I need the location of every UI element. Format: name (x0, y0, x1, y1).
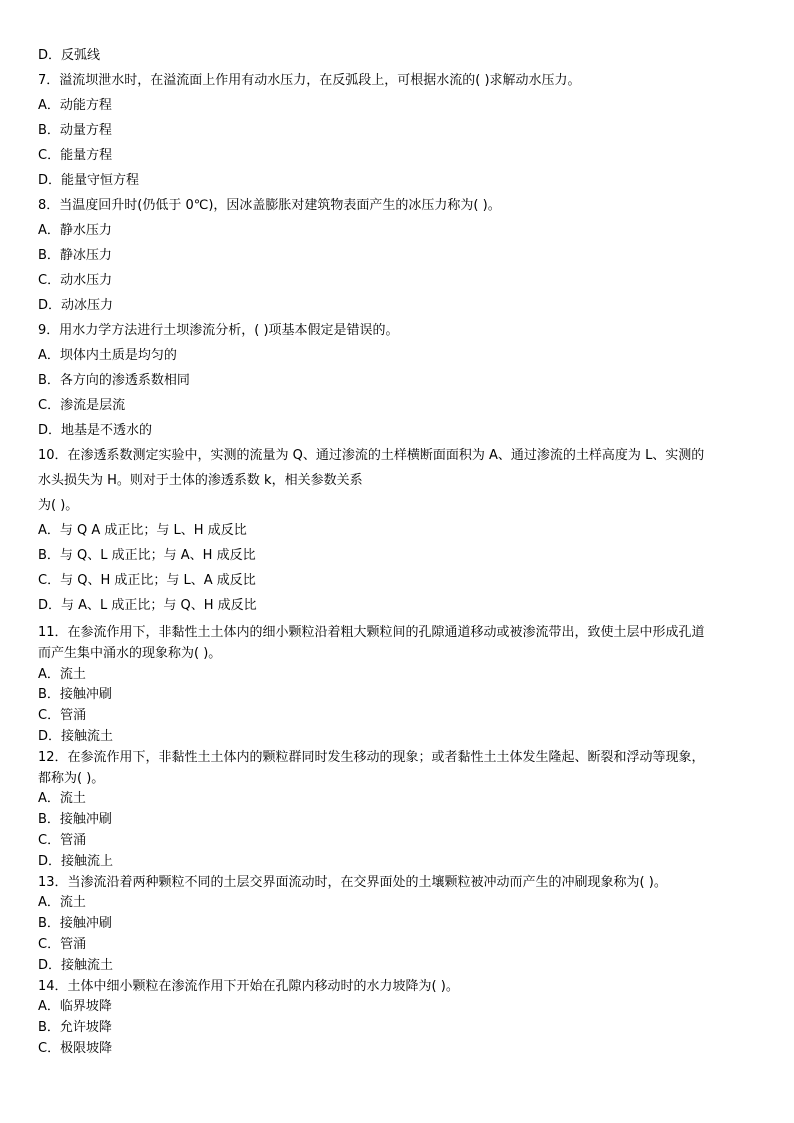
question-11-line-1: 11．在参流作用下，非黏性土土体内的细小颗粒沿着粗大颗粒间的孔隙通道移动或被渗流带出，致使土层中形成孔道 (38, 625, 705, 640)
option-b-q9: B．各方向的渗透系数相同 (38, 373, 190, 388)
option-d-q7: D．能量守恒方程 (38, 173, 140, 188)
option-a-q12: A．流土 (38, 791, 86, 807)
option-b-q11: B．接触冲刷 (38, 687, 112, 703)
section-questions-11-14 (38, 623, 760, 1060)
option-d-q11: D．接触流土 (38, 728, 114, 744)
option-c-q13: C．管涌 (38, 936, 87, 952)
option-c-q8: C．动水压力 (38, 273, 113, 288)
option-a-q13: A．流土 (38, 895, 86, 911)
option-a-q8: A．静水压力 (38, 223, 112, 238)
question-14: 14．土体中细小颗粒在渗流作用下开始在孔隙内移动时的水力坡降为( )。 (38, 978, 459, 994)
document-page (38, 43, 760, 1060)
option-d-q8: D．动冰压力 (38, 298, 114, 313)
option-d-q9: D．地基是不透水的 (38, 423, 153, 438)
question-10-line-1: 10．在渗透系数测定实验中，实测的流量为 Q、通过渗流的土样横断面面积为 A、通过渗流的土样高度为 L、实测的 (38, 448, 705, 463)
option-c-q10: C．与 Q、H 成正比；与 L、A 成反比 (38, 573, 256, 588)
option-a-q14: A．临界坡降 (38, 999, 112, 1015)
option-d-q13: D．接触流土 (38, 957, 114, 973)
question-13: 13．当渗流沿着两种颗粒不同的土层交界面流动时，在交界面处的土壤颗粒被冲动而产生的冲刷现象称为( )。 (38, 874, 667, 890)
option-a-q10: A．与 Q A 成正比；与 L、H 成反比 (38, 523, 247, 538)
question-10-line-2: 水头损失为 H。则对于土体的渗透系数 k，相关参数关系 (38, 473, 363, 488)
option-b-q8: B．静冰压力 (38, 248, 112, 263)
option-d-q10: D．与 A、L 成正比；与 Q、H 成反比 (38, 598, 257, 613)
option-b-q14: B．允许坡降 (38, 1020, 112, 1036)
option-a-q11: A．流土 (38, 666, 86, 682)
option-c-q12: C．管涌 (38, 832, 87, 848)
option-d-q12: D．接触流上 (38, 853, 114, 869)
question-11-line-2: 而产生集中涌水的现象称为( )。 (38, 645, 222, 661)
option-b-q10: B．与 Q、L 成正比；与 A、H 成反比 (38, 548, 256, 563)
option-a-q7: A．动能方程 (38, 98, 112, 113)
option-c-q7: C．能量方程 (38, 148, 113, 163)
option-c-q14: C．极限坡降 (38, 1040, 113, 1056)
question-8: 8．当温度回升时(仍低于 0℃)，因冰盖膨胀对建筑物表面产生的冰压力称为( )。 (38, 198, 501, 213)
question-12-line-2: 都称为( )。 (38, 770, 105, 786)
option-c-q11: C．管涌 (38, 708, 87, 724)
option-c-q9: C．渗流是层流 (38, 398, 126, 413)
question-7: 7．溢流坝泄水时，在溢流面上作用有动水压力，在反弧段上，可根据水流的( )求解动水压力。 (38, 73, 581, 88)
option-b-q7: B．动量方程 (38, 123, 112, 138)
option-b-q13: B．接触冲刷 (38, 916, 112, 932)
question-10-line-3: 为( )。 (38, 498, 79, 513)
option-b-q12: B．接触冲刷 (38, 812, 112, 828)
question-12-line-1: 12．在参流作用下，非黏性土土体内的颗粒群同时发生移动的现象；或者黏性土土体发生隆起、断裂和浮动等现象， (38, 749, 705, 765)
section-questions-7-10 (38, 43, 760, 618)
question-9: 9．用水力学方法进行土坝渗流分析，( )项基本假定是错误的。 (38, 323, 399, 338)
option-a-q9: A．坝体内土质是均匀的 (38, 348, 177, 363)
option-d-q6: D．反弧线 (38, 48, 101, 63)
